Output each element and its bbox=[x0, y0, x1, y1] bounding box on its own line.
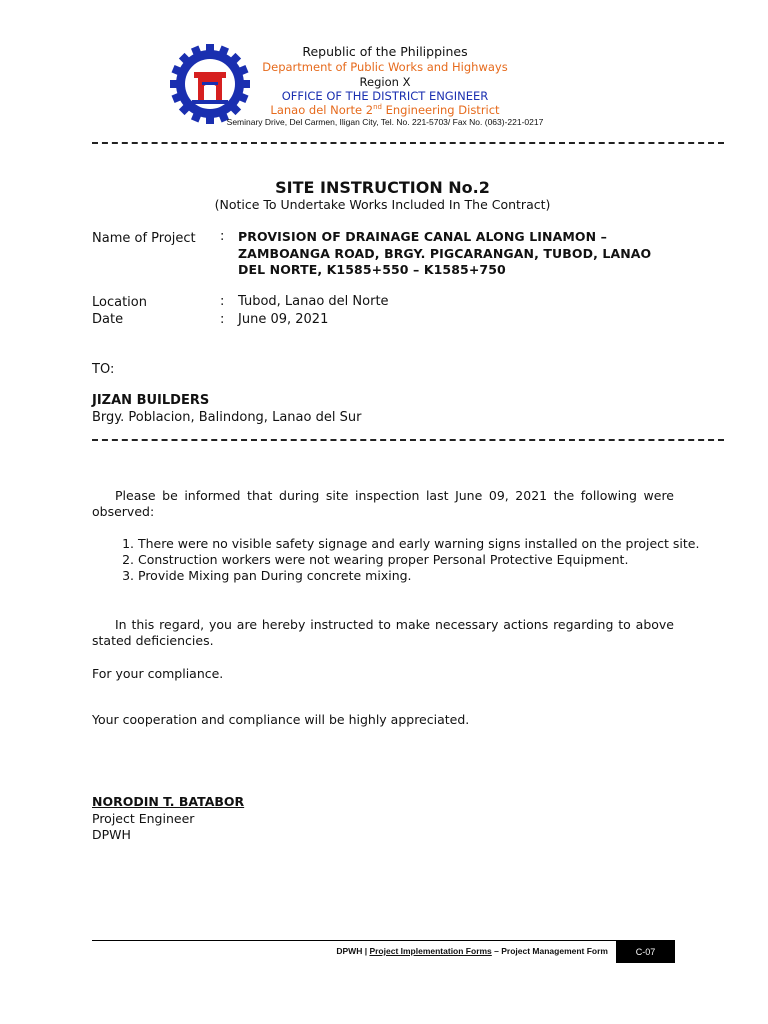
location-value: Tubod, Lanao del Norte bbox=[238, 294, 389, 309]
project-label: Name of Project bbox=[92, 231, 196, 246]
closing-line: Your cooperation and compliance will be highly appreciated. bbox=[92, 712, 470, 727]
signatory-name: NORODIN T. BATABOR bbox=[92, 794, 245, 809]
project-colon: : bbox=[220, 229, 225, 244]
addressee-address: Brgy. Poblacion, Balindong, Lanao del Sur bbox=[92, 410, 362, 425]
form-code-badge: C-07 bbox=[616, 940, 675, 963]
location-label: Location bbox=[92, 295, 147, 310]
department-line: Department of Public Works and Highways bbox=[262, 60, 508, 74]
observation-item: 2. Construction workers were not wearing proper Personal Protective Equipment. bbox=[138, 552, 720, 568]
addressee-name: JIZAN BUILDERS bbox=[92, 393, 210, 408]
office-line: OFFICE OF THE DISTRICT ENGINEER bbox=[281, 89, 489, 103]
footer-rule bbox=[92, 940, 616, 941]
document-title: SITE INSTRUCTION No.2 bbox=[275, 178, 490, 197]
intro-paragraph: Please be informed that during site inspection last June 09, 2021 the following were observed: bbox=[92, 488, 674, 519]
footer-text: DPWH | Project Implementation Forms – Project Management Form bbox=[336, 946, 608, 956]
district-line: Lanao del Norte 2nd Engineering District bbox=[270, 103, 500, 117]
compliance-line: For your compliance. bbox=[92, 666, 224, 681]
to-label: TO: bbox=[92, 362, 115, 377]
observation-item: 1. There were no visible safety signage and early warning signs installed on the project site. bbox=[138, 536, 720, 552]
project-value: PROVISION OF DRAINAGE CANAL ALONG LINAMON – ZAMBOANGA ROAD, BRGY. PIGCARANGAN, TUBOD, LANAO DEL NORTE, K1585+550 – K1585+750 bbox=[238, 229, 652, 277]
date-label: Date bbox=[92, 312, 124, 327]
document-subtitle: (Notice To Undertake Works Included In The Contract) bbox=[214, 197, 551, 212]
signatory-agency: DPWH bbox=[92, 827, 131, 842]
header-divider bbox=[92, 142, 724, 144]
location-colon: : bbox=[220, 294, 225, 309]
observation-item: 3. Provide Mixing pan During concrete mixing. bbox=[138, 568, 720, 584]
republic-line: Republic of the Philippines bbox=[302, 44, 468, 59]
addressee-divider bbox=[92, 439, 724, 441]
address-line: Seminary Drive, Del Carmen, Iligan City, Tel. No. 221-5703/ Fax No. (063)-221-0217 bbox=[226, 117, 544, 127]
observation-list bbox=[92, 536, 720, 584]
region-line: Region X bbox=[359, 75, 411, 89]
signatory-position: Project Engineer bbox=[92, 811, 195, 826]
instruction-paragraph: In this regard, you are hereby instructed to make necessary actions regarding to above stated deficiencies. bbox=[92, 617, 674, 648]
date-colon: : bbox=[220, 312, 225, 327]
date-value: June 09, 2021 bbox=[238, 312, 329, 327]
